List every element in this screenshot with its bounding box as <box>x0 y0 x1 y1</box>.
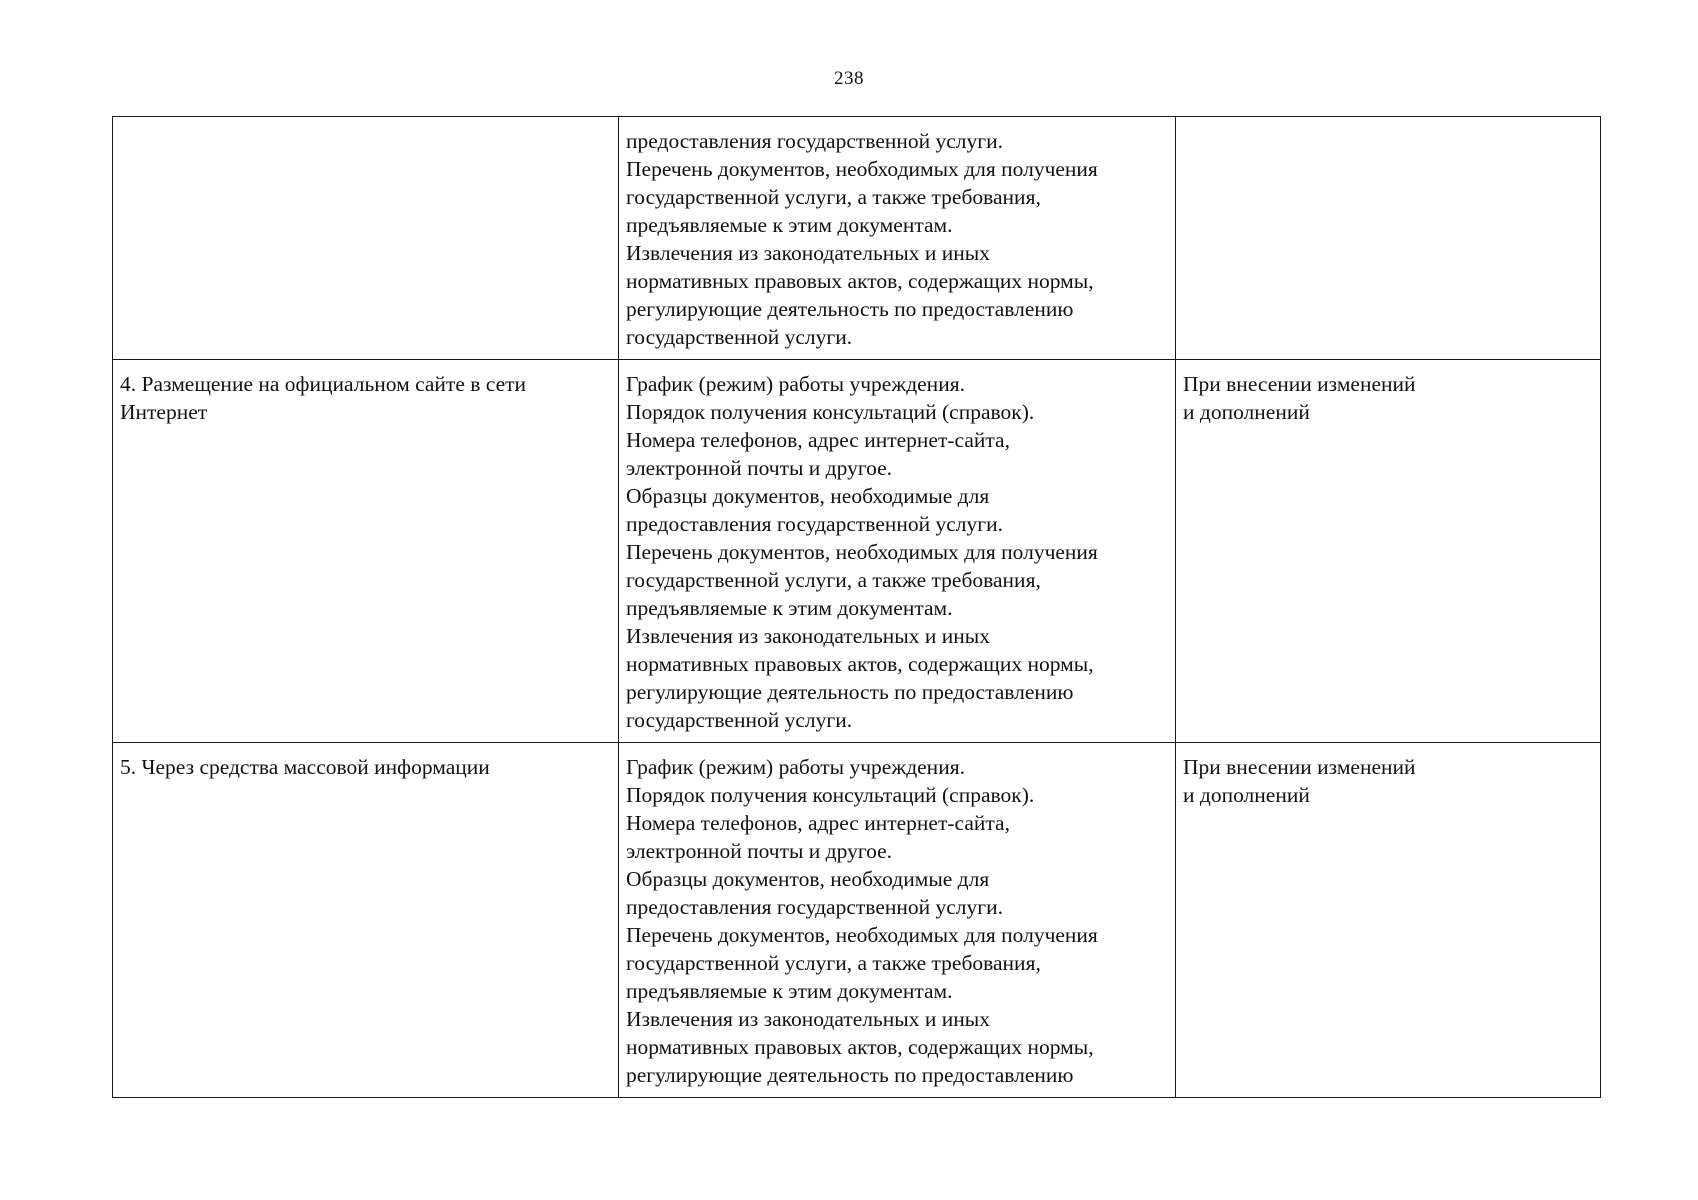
cell-line: государственной услуги, а также требования, <box>626 568 1041 592</box>
cell-line: регулирующие деятельность по предоставлению <box>626 1063 1074 1087</box>
cell-line: и дополнений <box>1183 783 1310 807</box>
cell-line: электронной почты и другое. <box>626 456 893 480</box>
cell-line: нормативных правовых актов, содержащих нормы, <box>626 1035 1094 1059</box>
cell-line: Образцы документов, необходимые для <box>626 867 990 891</box>
cell-line: 4. Размещение на официальном сайте в сети <box>120 372 527 396</box>
cell-line: Образцы документов, необходимые для <box>626 484 990 508</box>
cell-line: предоставления государственной услуги. <box>626 129 1003 153</box>
cell-line: нормативных правовых актов, содержащих нормы, <box>626 269 1094 293</box>
cell-line: Перечень документов, необходимых для получения <box>626 923 1098 947</box>
cell-line: Порядок получения консультаций (справок). <box>626 400 1035 424</box>
cell-line: Номера телефонов, адрес интернет-сайта, <box>626 811 1010 835</box>
cell-line: При внесении изменений <box>1183 372 1416 396</box>
table-row <box>113 360 1601 743</box>
cell-line: предоставления государственной услуги. <box>626 512 1003 536</box>
frequency-cell <box>1176 117 1601 360</box>
table-row <box>113 743 1601 1098</box>
method-cell <box>113 117 619 360</box>
cell-line: Извлечения из законодательных и иных <box>626 624 990 648</box>
cell-line: Извлечения из законодательных и иных <box>626 241 990 265</box>
cell-line: регулирующие деятельность по предоставлению <box>626 297 1074 321</box>
cell-line: и дополнений <box>1183 400 1310 424</box>
cell-line: предъявляемые к этим документам. <box>626 596 953 620</box>
cell-line: регулирующие деятельность по предоставлению <box>626 680 1074 704</box>
frequency-cell <box>1176 360 1601 743</box>
cell-line: При внесении изменений <box>1183 755 1416 779</box>
cell-line: 5. Через средства массовой информации <box>120 755 490 779</box>
cell-line: Извлечения из законодательных и иных <box>626 1007 990 1031</box>
info-table <box>112 116 1601 1098</box>
content-cell <box>619 360 1176 743</box>
cell-line: государственной услуги, а также требования, <box>626 185 1041 209</box>
cell-line: Перечень документов, необходимых для получения <box>626 540 1098 564</box>
content-cell <box>619 743 1176 1098</box>
page-number: 238 <box>834 68 864 89</box>
cell-line: государственной услуги. <box>626 708 853 732</box>
cell-line: электронной почты и другое. <box>626 839 893 863</box>
content-cell <box>619 117 1176 360</box>
cell-line: Номера телефонов, адрес интернет-сайта, <box>626 428 1010 452</box>
method-cell <box>113 743 619 1098</box>
cell-line: График (режим) работы учреждения. <box>626 755 965 779</box>
cell-line: Перечень документов, необходимых для получения <box>626 157 1098 181</box>
cell-line: государственной услуги, а также требования, <box>626 951 1041 975</box>
cell-line: График (режим) работы учреждения. <box>626 372 965 396</box>
cell-line: Интернет <box>120 400 208 424</box>
method-cell <box>113 360 619 743</box>
cell-line: предъявляемые к этим документам. <box>626 979 953 1003</box>
cell-line: государственной услуги. <box>626 325 853 349</box>
cell-line: Порядок получения консультаций (справок). <box>626 783 1035 807</box>
cell-line: предъявляемые к этим документам. <box>626 213 953 237</box>
cell-line: предоставления государственной услуги. <box>626 895 1003 919</box>
cell-line: нормативных правовых актов, содержащих нормы, <box>626 652 1094 676</box>
table-row <box>113 117 1601 360</box>
frequency-cell <box>1176 743 1601 1098</box>
